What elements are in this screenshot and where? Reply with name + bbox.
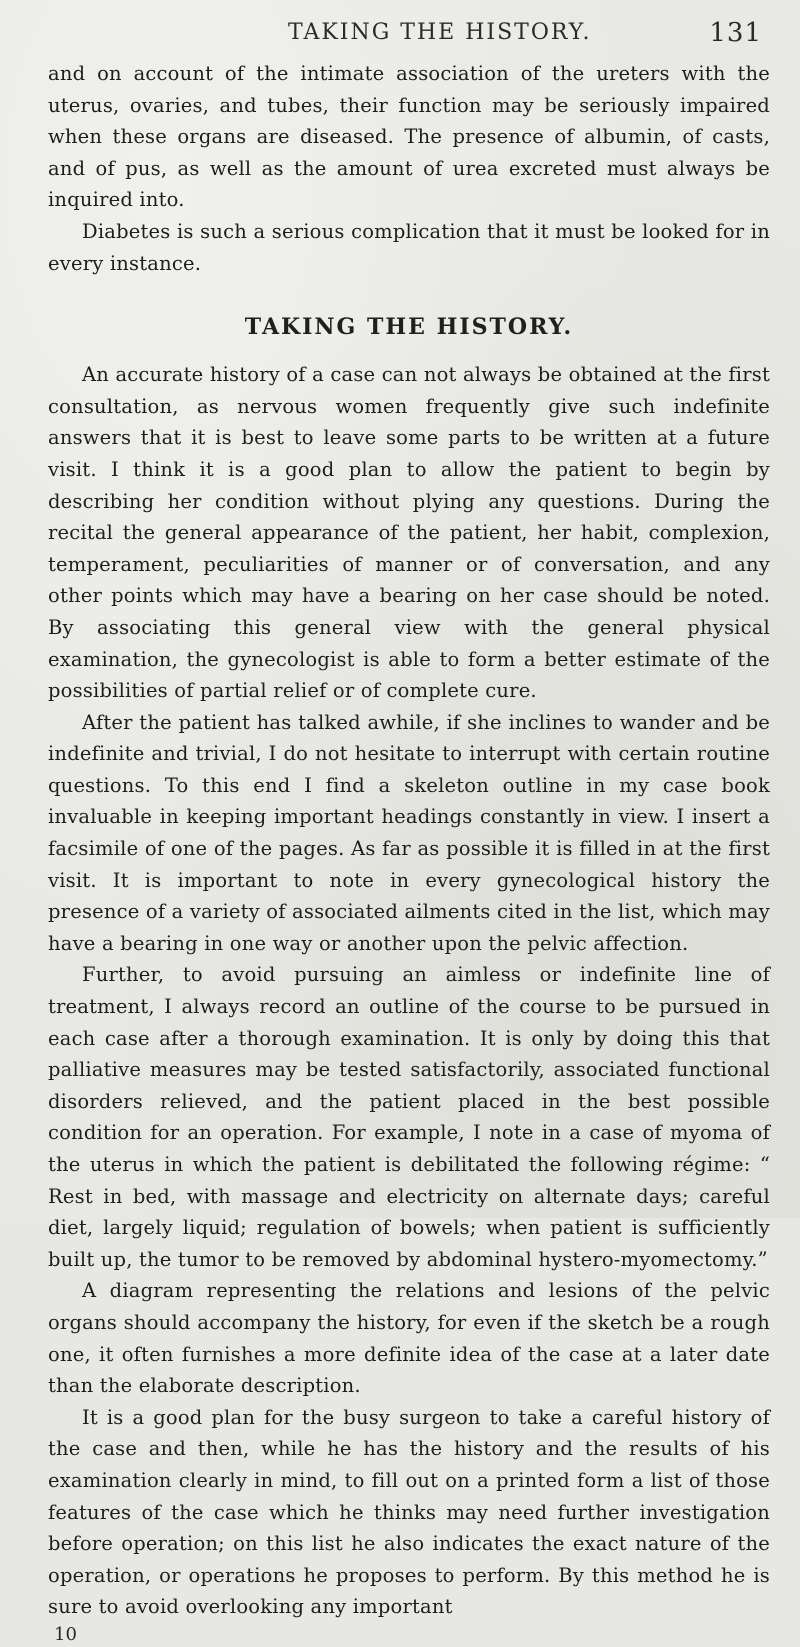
running-head — [48, 18, 770, 58]
paragraph-diabetes: Diabetes is such a serious complication that it must be looked for in every instance. — [48, 219, 770, 275]
paragraph-accurate-history: An accurate history of a case can not always be obtained at the first consultation, as nervous women frequently give such indefinite answers that it is best to leave some parts to be written at a future visit. I think it is a good plan to allow the patient to begin by describing her condition without plying any questions. During the recital the general appearance of the patient, her habit, complexion, temperament, peculiarities of manner or of conversation, and any other points which may have a bearing on her case should be noted. By associating this general view with the general physical examination, the gynecologist is able to form a better estimate of the possibilities of partial relief or of complete cure. — [48, 363, 770, 703]
paragraph-busy-surgeon: It is a good plan for the busy surgeon to take a careful history of the case and then, while he has the history and the results of his examination clearly in mind, to fill out on a printed form a list of those features of the case which he thinks may need further investigation before operation; on this list he also indicates the exact nature of the operation, or operations he proposes to perform. By this method he is sure to avoid overlooking any important — [48, 1405, 770, 1619]
paragraph-routine-questions: After the patient has talked awhile, if she inclines to wander and be indefinite and trivial, I do not hesitate to interrupt with certain routine questions. To this end I find a skeleton outline in my case book invaluable in keeping important headings constantly in view. I insert a facsimile of one of the pages. As far as possible it is filled in at the first visit. It is important to note in every gynecological history the presence of a variety of associated ailments cited in the list, which may have a bearing in one way or another upon the pelvic affection. — [48, 710, 770, 955]
paragraph-treatment-outline: Further, to avoid pursuing an aimless or indefinite line of treatment, I always record an outline of the course to be pursued in each case after a thorough examination. It is only by doing this that palliative measures may be tested satisfactorily, associated functional disorders relieved, and the patient placed in the best possible condition for an operation. For example, I note in a case of myoma of the uterus in which the patient is debilitated the following régime: “ Rest in bed, with massage and electricity on alternate days; careful diet, largely liquid; regulation of bowels; when patient is sufficiently built up, the tumor to be removed by abdominal hystero-myomectomy.” — [48, 963, 770, 1271]
paragraph-continuation: and on account of the intimate association of the ureters with the uterus, ovaries, and tubes, their function may be seriously impaired when these organs are diseased. The presence of albumin, of casts, and of pus, as well as the amount of urea excreted must always be inquired into. — [48, 62, 770, 212]
text-block — [48, 58, 770, 1647]
signature-mark: 10 — [54, 1623, 77, 1645]
paragraph-diagram: A diagram representing the relations and lesions of the pelvic organs should accompany the history, for even if the sketch be a rough one, it often furnishes a more definite idea of the case at a later date than the elaborate description. — [48, 1279, 770, 1398]
section-heading: TAKING THE HISTORY. — [244, 314, 574, 341]
running-title: TAKING THE HISTORY. — [288, 20, 592, 45]
page-number: 131 — [709, 18, 762, 48]
